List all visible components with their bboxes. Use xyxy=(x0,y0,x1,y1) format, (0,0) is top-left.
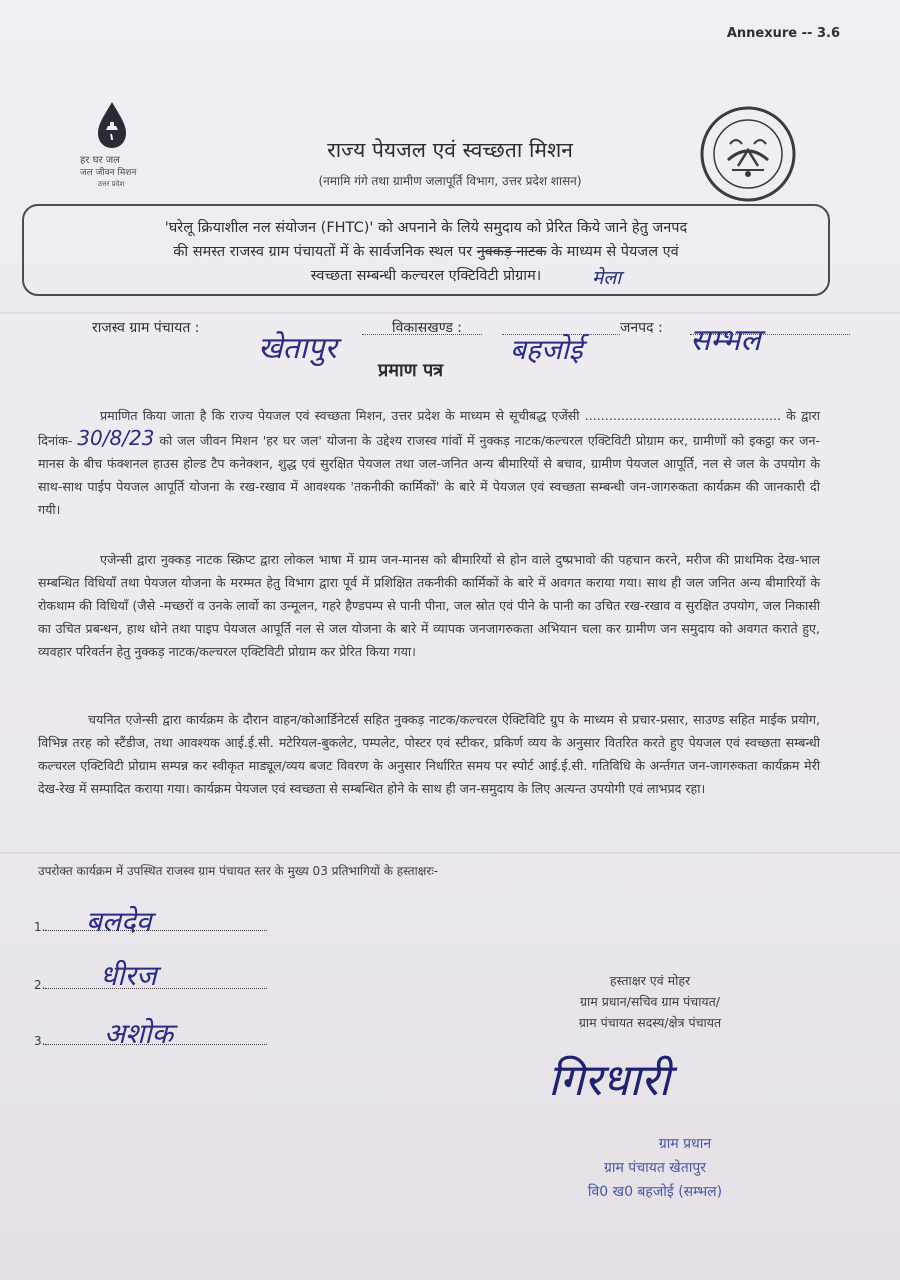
subject-line-1: 'घरेलू क्रियाशील नल संयोजन (FHTC)' को अपनाने के लिये समुदाय को प्रेरित किये जाने हेतु जनपद xyxy=(164,220,688,236)
paragraph-1 xyxy=(38,404,820,521)
panchayat-label: राजस्व ग्राम पंचायत : xyxy=(92,320,200,336)
logo-caption-1: हर घर जल xyxy=(80,155,120,166)
district-label: जनपद : xyxy=(620,320,663,336)
logo-caption-2: जल जीवन मिशन xyxy=(80,168,137,178)
stamp-line-3: ग्राम पंचायत सदस्य/क्षेत्र पंचायत xyxy=(578,1015,722,1030)
mission-subtitle: (नमामि गंगे तथा ग्रामीण जलापूर्ति विभाग, उत्तर प्रदेश शासन) xyxy=(318,174,582,188)
signature-number: 2 xyxy=(34,978,42,992)
participant-signature-1: बलदेव xyxy=(86,905,152,938)
signature-number: 3 xyxy=(34,1034,42,1048)
mission-title: राज्य पेयजल एवं स्वच्छता मिशन xyxy=(327,138,573,162)
logo-caption-3: उत्तर प्रदेश xyxy=(98,180,125,188)
official-rubber-stamp xyxy=(520,1132,790,1204)
district-value: सम्भल xyxy=(690,323,761,358)
participant-signature-3: अशोक xyxy=(104,1017,174,1050)
block-label: विकासखण्ड : xyxy=(392,320,463,336)
stamp-designation: ग्राम प्रधान xyxy=(658,1136,712,1152)
paper-crease xyxy=(0,312,900,314)
signatures-intro: उपरोक्त कार्यक्रम में उपस्थित राजस्व ग्राम पंचायत स्तर के मुख्य 03 प्रतिभागियों के हस्ताक्षरः- xyxy=(38,864,438,878)
subject-box xyxy=(22,204,830,296)
signature-number: 1 xyxy=(34,920,42,934)
signature-line-2: 2. xyxy=(34,978,267,992)
participant-signature-2: धीरज xyxy=(100,959,157,992)
block-value: बहजोई xyxy=(510,333,583,366)
handwritten-insert: मेला xyxy=(592,267,622,289)
paragraph-3: चयनित एजेन्सी द्वारा कार्यक्रम के दौरान वाहन/कोआर्डिनेटर्स सहित नुक्कड़ नाटक/कल्चरल ऐक्टिविटि ग्रुप के माध्यम से प्रचार-प्रसार, साउण्ड सहित माईक प्रयोग, विभिन्न तरह को स्टैंडीज, तथा आवश्यक आई.ई.सी. मटेरियल-बुकलेट, पम्पलेट, पोस्टर एवं स्टीकर, प्रकिर्ण व्यय के अनुसार वितरित करते हुए पेयजल एवं स्वच्छता सम्बन्धी कल्चरल एक्टिविटी प्रोग्राम सम्पन्न कर स्वीकृत माड्यूल/व्यय बजट विवरण के अनुसार निर्धारित समय पर स्पोर्ट आई.ई.सी. गतिविधि के अर्न्तगत जन-जागरुकता कार्यक्रम मेरी देख-रेख में सम्पादित कराया गया। कार्यक्रम पेयजल एवं स्वच्छता से सम्बन्धित होने के साथ ही जन-समुदाय के लिए अत्यन्त उपयोगी एवं लाभप्रद रहा। xyxy=(38,712,820,796)
annexure-label: Annexure -- 3.6 xyxy=(726,26,840,41)
subject-line-3: स्वच्छता सम्बन्धी कल्चरल एक्टिविटी प्रोग्राम। xyxy=(310,268,542,284)
signature-and-seal-block xyxy=(540,970,760,1033)
paragraph-1-before: प्रमाणित किया जाता है कि राज्य पेयजल एवं स्वच्छता मिशन, उत्तर प्रदेश के माध्यम से सूचीबद्ध एजेंसी ................................................. के द्वारा दिनांक- xyxy=(38,408,821,448)
paragraph-1-after: को जल जीवन मिशन 'हर घर जल' योजना के उद्देश्य राजस्व गांवों में नुक्कड़ नाटक/कल्चरल एक्टिविटी प्रोग्राम कर, ग्रामीणों को इकट्ठा कर जन-मानस के बीच फंक्शनल हाउस होल्ड टैप कनेक्शन, शुद्ध एवं सुरक्षित पेयजल तथा जल-जनित अन्य बीमारियों से बचाव, ग्रामीण पेयजल आपूर्ति, नल से जल के उपयोग के साथ-साथ पाईप पेयजल आपूर्ति योजना के रख-रखाव में आवश्यक 'तकनीकी कार्मिकों' के बारे में पेयजल एवं स्वच्छता सम्बन्धी जन-जागरुकता कार्यक्रम की जानकारी दी गयी। xyxy=(38,433,820,517)
stamp-block: वि0 ख0 बहजोई (सम्भल) xyxy=(587,1184,723,1200)
subject-line-2-part-a: की समस्त राजस्व ग्राम पंचायतों में के सार्वजनिक स्थल पर xyxy=(173,244,477,260)
paragraph-2: एजेन्सी द्वारा नुक्कड़ नाटक स्क्रिप्ट द्वारा लोकल भाषा में ग्राम जन-मानस को बीमारियों से होन वाले दुष्प्रभावो की पहचान करने, मरीज की प्राथमिक देख-भाल सम्बन्धित विधियाँ तथा पेयजल योजना के मरम्मत हेतु विभाग द्वारा पूर्व में प्रशिक्षित तकनीकी कार्मिकों के बारे में अवगत कराया गया। साथ ही जल जनित अन्य बीमारियों के रोकथाम की विधियाँ (जैसे -मच्छरों व उनके लार्वो का उन्मूलन, गहरे हैण्डपम्प से पानी पीना, जल स्रोत एवं पीने के पानी का उचित रख-रखाव व सुरक्षित उपयोग, जल निकासी का उचित प्रबन्धन, हाथ धोने तथा पाइप पेयजल आपूर्ति नल से जल योजना के बारे में व्यापक जनजागरुकता अभियान चला कर ग्रामीण जन समुदाय को अवगत कराते हुए, व्यवहार परिवर्तन हेतु नुक्कड़ नाटक/कल्चरल एक्टिविटी प्रोग्राम कर प्रेरित किया गया। xyxy=(38,552,820,659)
subject-line-2 xyxy=(42,240,810,264)
stamp-line-2: ग्राम प्रधान/सचिव ग्राम पंचायत/ xyxy=(579,994,721,1009)
paper-crease xyxy=(0,852,900,854)
subject-line-2-part-b: के माध्यम से पेयजल एवं xyxy=(546,244,679,260)
struck-text: नुक्कड़ नाटक xyxy=(476,244,547,260)
program-date: 30/8/23 xyxy=(77,426,155,450)
stamp-line-1: हस्ताक्षर एवं मोहर xyxy=(609,973,691,988)
certificate-title: प्रमाण पत्र xyxy=(378,360,444,381)
panchayat-value: खेतापुर xyxy=(258,331,337,366)
stamp-panchayat: ग्राम पंचायत खेतापुर xyxy=(603,1160,707,1176)
signature-line-1: 1. xyxy=(34,920,267,934)
pradhan-signature: गिरधारी xyxy=(548,1055,671,1106)
signature-line-3: 3. xyxy=(34,1034,267,1048)
